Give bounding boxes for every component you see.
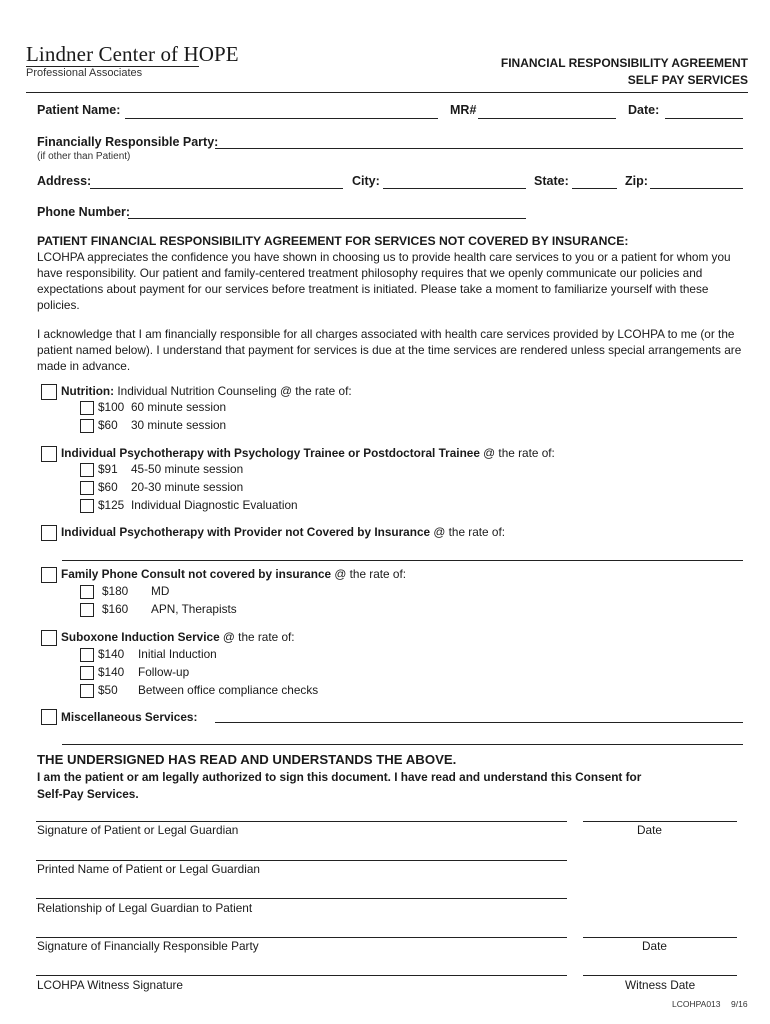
family-consult-checkbox[interactable]	[41, 567, 57, 583]
relationship-label: Relationship of Legal Guardian to Patient	[37, 901, 253, 915]
patient-signature-date-line[interactable]	[583, 821, 737, 822]
family-option-price: $180	[102, 584, 129, 598]
zip-field[interactable]	[650, 188, 743, 189]
date-field[interactable]	[665, 118, 743, 119]
state-label: State:	[534, 174, 569, 188]
responsible-signature-line[interactable]	[36, 937, 567, 938]
trainee-option-checkbox[interactable]	[80, 463, 94, 477]
nutrition-option-desc: 30 minute session	[131, 418, 227, 432]
misc-services-field[interactable]	[215, 722, 743, 723]
date-label-1: Date	[637, 823, 662, 837]
address-field[interactable]	[90, 188, 343, 189]
printed-name-label: Printed Name of Patient or Legal Guardian	[37, 862, 260, 876]
trainee-option-desc: 20-30 minute session	[131, 480, 244, 494]
consent-heading: THE UNDERSIGNED HAS READ AND UNDERSTANDS THE ABOVE.	[37, 752, 457, 767]
family-option-desc: APN, Therapists	[151, 602, 237, 616]
nutrition-option-checkbox[interactable]	[80, 419, 94, 433]
suboxone-option-checkbox[interactable]	[80, 684, 94, 698]
witness-signature-line[interactable]	[36, 975, 567, 976]
nutrition-option-price: $100	[98, 400, 125, 414]
trainee-psychotherapy-checkbox[interactable]	[41, 446, 57, 462]
suboxone-option-checkbox[interactable]	[80, 666, 94, 680]
patient-signature-label: Signature of Patient or Legal Guardian	[37, 823, 239, 837]
family-option-price: $160	[102, 602, 129, 616]
responsible-party-note: (if other than Patient)	[37, 151, 131, 162]
header-divider	[26, 92, 748, 93]
suboxone-option-price: $140	[98, 665, 125, 679]
suboxone-option-desc: Between office compliance checks	[138, 683, 319, 697]
trainee-option-price: $91	[98, 462, 118, 476]
title-line-1: FINANCIAL RESPONSIBILITY AGREEMENT	[500, 56, 748, 70]
phone-label: Phone Number:	[37, 205, 131, 219]
family-option-checkbox[interactable]	[80, 585, 94, 599]
form-code: LCOHPA013	[672, 999, 721, 1009]
misc-services-label: Miscellaneous Services:	[61, 710, 198, 724]
family-consult-service: Family Phone Consult not covered by insurance @ the rate of:	[61, 567, 407, 581]
trainee-option-desc: 45-50 minute session	[131, 462, 244, 476]
agreement-paragraph-1: LCOHPA appreciates the confidence you have shown in choosing us to provide health care services to you or a patient for whom you have responsibility. Our patient and family-centered treatment philosophy requires that we openly communicate our policies and expectations about payment for our services before treatment is initiated. Please take a moment to familiarize yourself with these policies.	[37, 250, 731, 312]
suboxone-option-checkbox[interactable]	[80, 648, 94, 662]
suboxone-checkbox[interactable]	[41, 630, 57, 646]
provider-psychotherapy-checkbox[interactable]	[41, 525, 57, 541]
printed-name-line[interactable]	[36, 860, 567, 861]
responsible-party-field[interactable]	[215, 148, 743, 149]
mr-label: MR#	[450, 103, 477, 117]
trainee-option-checkbox[interactable]	[80, 499, 94, 513]
provider-psychotherapy-service: Individual Psychotherapy with Provider not Covered by Insurance @ the rate of:	[61, 525, 506, 539]
nutrition-checkbox[interactable]	[41, 384, 57, 400]
phone-field[interactable]	[128, 218, 526, 219]
nutrition-service: Nutrition: Individual Nutrition Counseling @ the rate of:	[61, 384, 352, 398]
nutrition-option-price: $60	[98, 418, 118, 432]
patient-name-field[interactable]	[125, 118, 438, 119]
family-option-checkbox[interactable]	[80, 603, 94, 617]
misc-services-field-2[interactable]	[62, 744, 743, 745]
logo-title: Lindner Center of HOPE	[26, 42, 239, 66]
logo-subtitle: Professional Associates	[26, 67, 143, 79]
zip-label: Zip:	[625, 174, 648, 188]
document-title	[501, 55, 748, 89]
nutrition-option-desc: 60 minute session	[131, 400, 227, 414]
state-field[interactable]	[572, 188, 617, 189]
consent-text-line-1: I am the patient or am legally authorized to sign this document. I have read and understand this Consent for	[37, 770, 642, 784]
patient-name-label: Patient Name:	[37, 103, 121, 117]
title-line-2: SELF PAY SERVICES	[627, 73, 748, 87]
date-label: Date:	[628, 103, 660, 117]
suboxone-option-price: $50	[98, 683, 118, 697]
trainee-option-checkbox[interactable]	[80, 481, 94, 495]
suboxone-option-desc: Initial Induction	[138, 647, 217, 661]
family-option-desc: MD	[151, 584, 170, 598]
suboxone-option-price: $140	[98, 647, 125, 661]
address-label: Address:	[37, 174, 92, 188]
misc-services-checkbox[interactable]	[41, 709, 57, 725]
trainee-option-price: $60	[98, 480, 118, 494]
trainee-psychotherapy-service: Individual Psychotherapy with Psychology Trainee or Postdoctoral Trainee @ the rate of:	[61, 446, 555, 460]
trainee-option-desc: Individual Diagnostic Evaluation	[131, 498, 298, 512]
form-version: 9/16	[731, 999, 748, 1009]
consent-text	[37, 769, 743, 803]
agreement-paragraph-2: I acknowledge that I am financially responsible for all charges associated with health care services provided by LCOHPA to me (or the patient named below). I understand that payment for services is due at the time services are rendered unless special arrangements are made in advance.	[37, 327, 742, 373]
responsible-signature-label: Signature of Financially Responsible Party	[37, 939, 259, 953]
relationship-line[interactable]	[36, 898, 567, 899]
suboxone-option-desc: Follow-up	[138, 665, 190, 679]
responsible-signature-date-line[interactable]	[583, 937, 737, 938]
date-label-2: Date	[642, 939, 667, 953]
responsible-party-label: Financially Responsible Party:	[37, 135, 219, 149]
witness-date-label: Witness Date	[625, 978, 696, 992]
agreement-heading: PATIENT FINANCIAL RESPONSIBILITY AGREEMENT FOR SERVICES NOT COVERED BY INSURANCE:	[37, 234, 629, 248]
patient-signature-line[interactable]	[36, 821, 567, 822]
consent-text-line-2: Self-Pay Services.	[37, 787, 139, 801]
provider-rate-field[interactable]	[62, 560, 743, 561]
trainee-option-price: $125	[98, 498, 125, 512]
suboxone-service: Suboxone Induction Service @ the rate of:	[61, 630, 295, 644]
nutrition-option-checkbox[interactable]	[80, 401, 94, 415]
witness-signature-label: LCOHPA Witness Signature	[37, 978, 183, 992]
city-label: City:	[352, 174, 380, 188]
city-field[interactable]	[383, 188, 526, 189]
witness-date-line[interactable]	[583, 975, 737, 976]
mr-field[interactable]	[478, 118, 616, 119]
